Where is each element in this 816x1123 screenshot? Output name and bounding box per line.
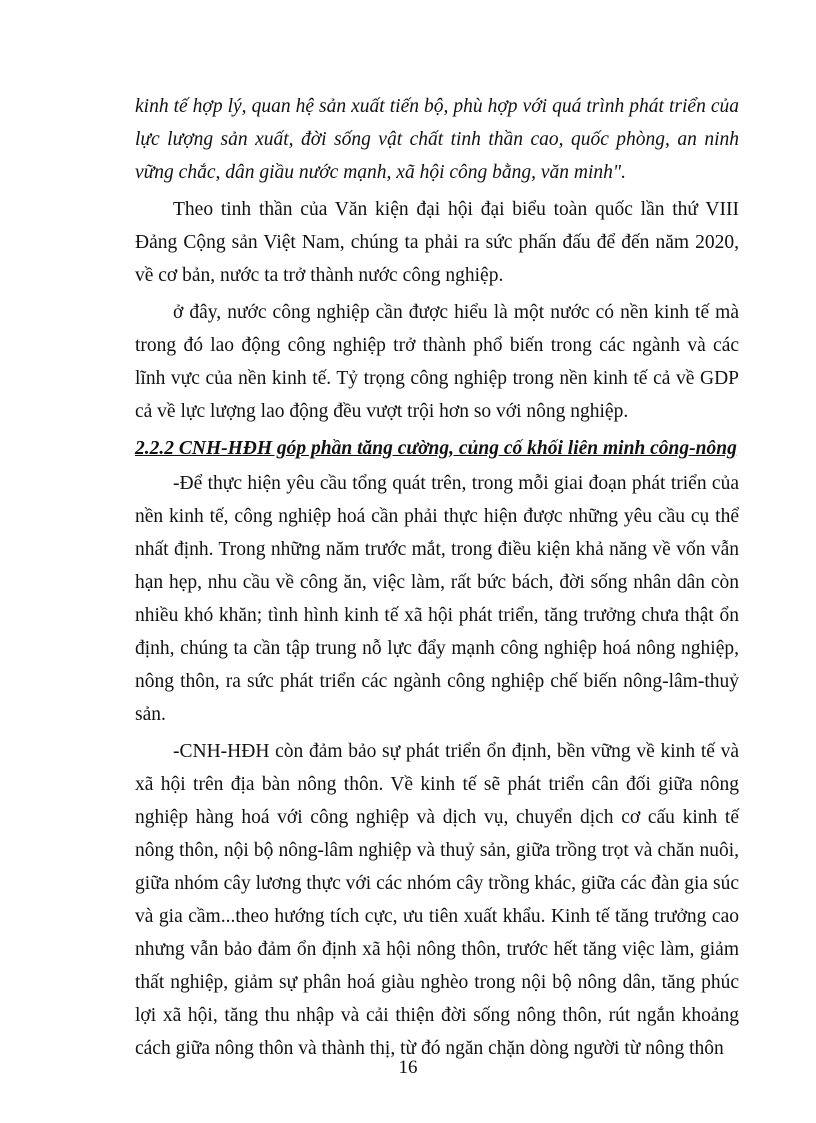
congress-paragraph: Theo tinh thần của Văn kiện đại hội đại biểu toàn quốc lần thứ VIII Đảng Cộng sản Việt Nam, chúng ta phải ra sức phấn đấu để đến năm 2020, về cơ bản, nước ta trở thành nước công nghiệp. <box>135 199 739 286</box>
section-heading: 2.2.2 CNH-HĐH góp phần tăng cường, củng cố khối liên minh công-nông <box>135 438 737 459</box>
industrial-country-paragraph: ở đây, nước công nghiệp cần được hiểu là một nước có nền kinh tế mà trong đó lao động công nghiệp trở thành phổ biến trong các ngành và các lĩnh vực của nền kinh tế. Tỷ trọng công nghiệp trong nền kinh tế cả về GDP cả về lực lượng lao động đều vượt trội hơn so với nông nghiệp. <box>135 302 739 422</box>
stability-paragraph: -CNH-HĐH còn đảm bảo sự phát triển ổn định, bền vững về kinh tế và xã hội trên địa bàn nông thôn. Về kinh tế sẽ phát triển cân đối giữa nông nghiệp hàng hoá với công nghiệp và dịch vụ, chuyển dịch cơ cấu kinh tế nông thôn, nội bộ nông-lâm nghiệp và thuỷ sản, giữa trồng trọt và chăn nuôi, giữa nhóm cây lương thực với các nhóm cây trồng khác, giữa các đàn gia súc và gia cầm...theo hướng tích cực, ưu tiên xuất khẩu. Kinh tế tăng trưởng cao nhưng vẫn bảo đảm ổn định xã hội nông thôn, trước hết tăng việc làm, giảm thất nghiệp, giảm sự phân hoá giàu nghèo trong nội bộ nông dân, tăng phúc lợi xã hội, tăng thu nhập và cải thiện đời sống nông thôn, rút ngắn khoảng cách giữa nông thôn và thành thị, từ đó ngăn chặn dòng người từ nông thôn <box>135 741 739 1059</box>
page-number: 16 <box>398 1057 418 1078</box>
quote-paragraph: kinh tế hợp lý, quan hệ sản xuất tiến bộ, phù hợp với quá trình phát triển của lực lượng sản xuất, đời sống vật chất tinh thần cao, quốc phòng, an ninh vững chắc, dân giầu nước mạnh, xã hội công bằng, văn minh". <box>135 96 739 183</box>
document-page <box>135 90 739 1059</box>
requirements-paragraph: -Để thực hiện yêu cầu tổng quát trên, trong mỗi giai đoạn phát triển của nền kinh tế, công nghiệp hoá cần phải thực hiện được những yêu cầu cụ thể nhất định. Trong những năm trước mắt, trong điều kiện khả năng về vốn vẫn hạn hẹp, nhu cầu về công ăn, việc làm, rất bức bách, đời sống nhân dân còn nhiều khó khăn; tình hình kinh tế xã hội phát triển, tăng trưởng chưa thật ổn định, chúng ta cần tập trung nỗ lực đẩy mạnh công nghiệp hoá nông nghiệp, nông thôn, ra sức phát triển các ngành công nghiệp chế biến nông-lâm-thuỷ sản. <box>135 473 739 725</box>
